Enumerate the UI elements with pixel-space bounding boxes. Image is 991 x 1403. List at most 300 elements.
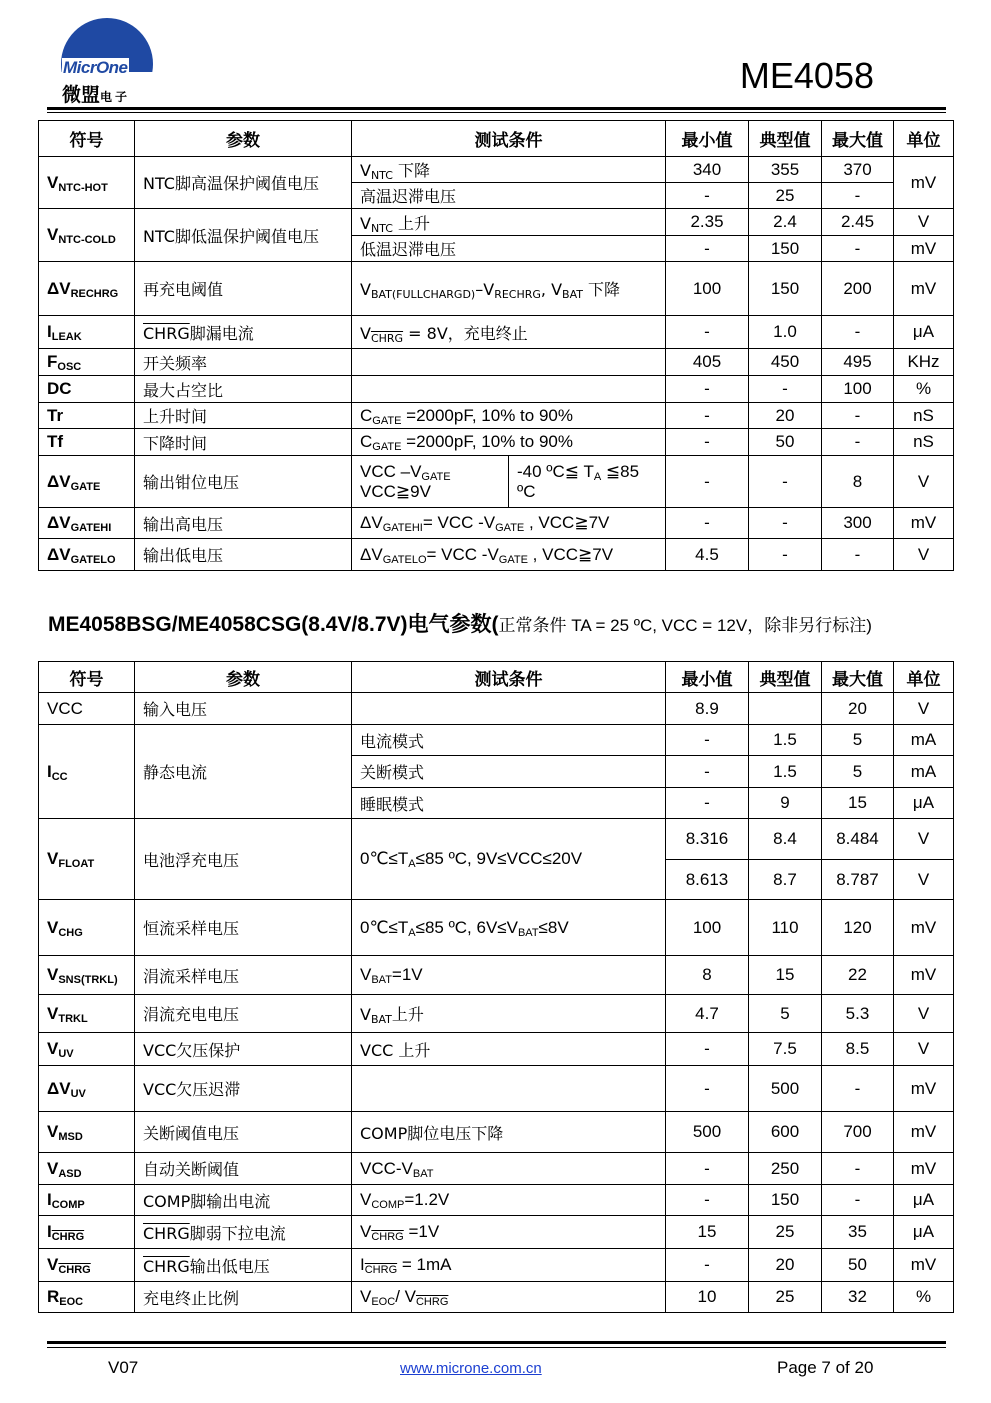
sym-sub: RECHRG — [70, 287, 119, 300]
cond-text: V — [360, 1287, 372, 1306]
unit-cell: mV — [894, 1112, 954, 1153]
cond-cell — [352, 508, 666, 539]
typ-cell: 7.5 — [749, 1033, 822, 1066]
symbol-cell: VCC — [39, 693, 135, 725]
max-cell: 8.787 — [822, 860, 894, 900]
max-cell: 8 — [822, 456, 894, 508]
max-cell: 22 — [822, 956, 894, 995]
max-cell: 700 — [822, 1112, 894, 1153]
typ-cell: 450 — [749, 349, 822, 376]
min-cell: - — [666, 316, 749, 349]
unit-cell: V — [894, 539, 954, 571]
cond-sub: BAT — [412, 1167, 434, 1180]
cond-cell — [352, 376, 666, 403]
min-cell: - — [666, 183, 749, 209]
cond-sub: CHRG — [364, 1264, 398, 1276]
max-cell: - — [822, 403, 894, 429]
table-header-row — [39, 121, 954, 157]
max-cell: 15 — [822, 788, 894, 819]
min-cell: 500 — [666, 1112, 749, 1153]
cond-sub: RECHRG — [494, 288, 541, 301]
sym-sub: FLOAT — [58, 858, 95, 870]
sym: ΔV — [47, 1078, 71, 1098]
typ-cell: - — [749, 376, 822, 403]
typ-cell: - — [749, 456, 822, 508]
cond-sub: A — [593, 470, 602, 483]
param-cell: 输入电压 — [135, 693, 352, 725]
max-cell: 50 — [822, 1249, 894, 1282]
cond-cell — [352, 539, 666, 571]
typ-cell: 5 — [749, 995, 822, 1033]
table-row — [39, 429, 954, 456]
symbol-cell — [39, 819, 135, 900]
max-cell: 120 — [822, 900, 894, 956]
sym: V — [47, 965, 59, 984]
typ-cell: 150 — [749, 262, 822, 316]
col-header-unit: 单位 — [894, 662, 954, 693]
logo-cn-main: 微盟 — [62, 84, 101, 106]
sym: V — [47, 1039, 59, 1058]
min-cell: - — [666, 1066, 749, 1112]
symbol-cell — [39, 316, 135, 349]
col-header-symbol: 符号 — [39, 121, 135, 157]
sym-sub: UV — [70, 1087, 86, 1100]
max-cell: 495 — [822, 349, 894, 376]
sym-sub: TRKL — [58, 1012, 88, 1025]
cond-cell — [352, 1216, 666, 1249]
unit-cell: mV — [894, 236, 954, 262]
param-cell: 开关频率 — [135, 349, 352, 376]
sym-sub: CHRG — [51, 1231, 85, 1243]
table-row — [39, 1112, 954, 1153]
company-logo — [58, 18, 158, 106]
cond-cell — [352, 956, 666, 995]
symbol-cell — [39, 1066, 135, 1112]
min-cell: - — [666, 508, 749, 539]
unit-cell: V — [894, 456, 954, 508]
cond-text: I — [360, 1255, 365, 1274]
sym: I — [47, 1222, 52, 1241]
min-cell: - — [666, 456, 749, 508]
param-cell: 自动关断阈值 — [135, 1153, 352, 1185]
logo-text-en: MicrOne — [63, 58, 128, 77]
cond-cell — [352, 209, 666, 236]
table-row — [39, 157, 954, 183]
table-row — [39, 508, 954, 539]
symbol-cell — [39, 1216, 135, 1249]
table-row — [39, 995, 954, 1033]
typ-cell: 150 — [749, 236, 822, 262]
sym: V — [47, 1158, 59, 1178]
cond-text: = 8V，充电终止 — [403, 323, 528, 343]
header-rule-thin — [47, 112, 946, 113]
unit-cell: μA — [894, 1216, 954, 1249]
typ-cell: 9 — [749, 788, 822, 819]
max-cell: 35 — [822, 1216, 894, 1249]
param-cell: NTC脚高温保护阈值电压 — [135, 157, 352, 209]
table-row — [39, 725, 954, 756]
sym-sub: EOC — [59, 1296, 84, 1308]
param-text: CHRG — [143, 1223, 190, 1243]
sym-sub: MSD — [58, 1131, 83, 1143]
sym-sub: GATELO — [70, 553, 116, 566]
table-row — [39, 456, 954, 508]
table-row — [39, 1066, 954, 1112]
cond-cell — [352, 1066, 666, 1112]
typ-cell: 1.0 — [749, 316, 822, 349]
max-cell: 300 — [822, 508, 894, 539]
cond-sub: BAT(FULLCHARGD) — [370, 288, 476, 301]
cond-text: 上升 — [392, 213, 431, 233]
min-cell: - — [666, 236, 749, 262]
typ-cell: 8.7 — [749, 860, 822, 900]
cond-sub: BAT — [562, 288, 583, 301]
symbol-cell — [39, 956, 135, 995]
cond-sub: A — [408, 858, 416, 870]
unit-cell: nS — [894, 403, 954, 429]
param-cell: 恒流采样电压 — [135, 900, 352, 956]
typ-cell: - — [749, 539, 822, 571]
sym: V — [47, 172, 59, 192]
unit-cell: V — [894, 209, 954, 236]
unit-cell: μA — [894, 1185, 954, 1216]
cond-text: , V — [540, 280, 563, 299]
cond-cell — [352, 1185, 666, 1216]
typ-cell: 1.5 — [749, 756, 822, 788]
table-header-row — [39, 662, 954, 693]
table-row — [39, 1282, 954, 1313]
max-cell: 5 — [822, 756, 894, 788]
typ-cell: 150 — [749, 1185, 822, 1216]
param-cell: 下降时间 — [135, 429, 352, 456]
sym-sub: OSC — [57, 361, 82, 373]
cond-text: =2000pF, 10% to 90% — [401, 405, 573, 425]
col-header-unit: 单位 — [894, 121, 954, 157]
cond-text: =1V — [391, 965, 423, 984]
typ-cell: 20 — [749, 1249, 822, 1282]
symbol-cell — [39, 262, 135, 316]
cond-text: =1V — [403, 1222, 440, 1241]
table-row — [39, 262, 954, 316]
min-cell: 8.613 — [666, 860, 749, 900]
header-rule — [47, 107, 946, 110]
table-row — [39, 376, 954, 403]
param-cell: 涓流充电电压 — [135, 995, 352, 1033]
cond-sub: BAT — [517, 926, 539, 939]
param-cell: 再充电阈值 — [135, 262, 352, 316]
min-cell: - — [666, 376, 749, 403]
param-text: 脚弱下拉电流 — [189, 1223, 286, 1243]
sym: V — [47, 1003, 59, 1023]
sym-sub: GATEHI — [70, 522, 112, 534]
cond-text: , VCC≧7V — [524, 513, 610, 532]
unit-cell: mV — [894, 1066, 954, 1112]
unit-cell: mV — [894, 157, 954, 209]
cond-text: 下降 — [392, 161, 431, 180]
symbol-cell — [39, 1153, 135, 1185]
sym: ΔV — [47, 471, 71, 491]
typ-cell: 25 — [749, 1216, 822, 1249]
param-cell — [135, 316, 352, 349]
cond-text: 0℃≤T — [360, 849, 409, 868]
cond-sub: GATE — [421, 470, 451, 483]
symbol-cell — [39, 1033, 135, 1066]
cond-text: –V — [475, 280, 495, 299]
sym: V — [47, 849, 59, 868]
typ-cell: 15 — [749, 956, 822, 995]
max-cell: 20 — [822, 693, 894, 725]
sym-sub: NTC-HOT — [58, 181, 108, 194]
symbol-cell — [39, 539, 135, 571]
max-cell: 5 — [822, 725, 894, 756]
param-cell: COMP脚输出电流 — [135, 1185, 352, 1216]
unit-cell: mV — [894, 262, 954, 316]
cond-cell: 高温迟滞电压 — [352, 183, 666, 209]
symbol-cell: Tr — [39, 403, 135, 429]
sym-sub: SNS(TRKL) — [58, 974, 118, 986]
min-cell: 340 — [666, 157, 749, 183]
symbol-cell — [39, 1282, 135, 1313]
cond-text: VCC-V — [360, 1158, 413, 1178]
symbol-cell — [39, 1249, 135, 1282]
param-cell: VCC欠压迟滞 — [135, 1066, 352, 1112]
unit-cell: mV — [894, 1153, 954, 1185]
cond-text: -40 ºC≦ T — [517, 461, 594, 481]
min-cell: - — [666, 756, 749, 788]
cond-text: / V — [395, 1287, 416, 1306]
cond-text: 0℃≤T — [360, 917, 409, 937]
unit-cell: mV — [894, 956, 954, 995]
min-cell: 405 — [666, 349, 749, 376]
table-row — [39, 900, 954, 956]
cond-sub: GATEHI — [382, 522, 423, 534]
table-row — [39, 1185, 954, 1216]
param-cell: 上升时间 — [135, 403, 352, 429]
cond-sub: NTC — [370, 221, 393, 235]
unit-cell: μA — [894, 316, 954, 349]
max-cell: - — [822, 429, 894, 456]
cond-text: ºC — [517, 481, 536, 501]
table-row — [39, 693, 954, 725]
symbol-cell — [39, 456, 135, 508]
sym-sub: GATE — [70, 480, 101, 493]
unit-cell: mV — [894, 1249, 954, 1282]
cond-text: , VCC≧7V — [527, 544, 614, 564]
min-cell: - — [666, 788, 749, 819]
cond-cell — [352, 429, 666, 456]
cond-cell — [509, 456, 666, 508]
cond-text: VCC≧9V — [360, 481, 431, 501]
cond-text: ≤85 ºC, 6V≤V — [415, 917, 518, 937]
unit-cell: V — [894, 819, 954, 860]
cond-cell: 睡眠模式 — [352, 788, 666, 819]
sym: ΔV — [47, 278, 71, 298]
cond-cell — [352, 1153, 666, 1185]
typ-cell: 355 — [749, 157, 822, 183]
symbol-cell: DC — [39, 376, 135, 403]
col-header-typ: 典型值 — [749, 121, 822, 157]
footer-rule — [47, 1341, 946, 1344]
max-cell: 370 — [822, 157, 894, 183]
cond-text: ≤8V — [538, 917, 569, 937]
cond-text: VCC –V — [360, 461, 422, 481]
cond-text: 下降 — [582, 280, 621, 299]
sym: I — [47, 1190, 52, 1209]
sym: V — [47, 225, 59, 244]
table-row — [39, 1153, 954, 1185]
sym-sub: ASD — [58, 1167, 82, 1180]
sym-sub: LEAK — [51, 331, 82, 343]
cond-cell — [352, 1249, 666, 1282]
min-cell: - — [666, 725, 749, 756]
col-header-typ: 典型值 — [749, 662, 822, 693]
cond-cell — [352, 349, 666, 376]
cond-cell — [352, 995, 666, 1033]
cond-sub: BAT — [370, 1013, 392, 1026]
cond-sub: A — [408, 926, 416, 939]
unit-cell: V — [894, 693, 954, 725]
typ-cell: 500 — [749, 1066, 822, 1112]
cond-text: ≦85 — [601, 461, 640, 481]
cond-text: = 1mA — [397, 1255, 452, 1274]
min-cell: 15 — [666, 1216, 749, 1249]
cond-cell — [352, 900, 666, 956]
sym-sub: NTC-COLD — [58, 234, 116, 246]
param-cell: 关断阈值电压 — [135, 1112, 352, 1153]
max-cell: - — [822, 236, 894, 262]
cond-cell: COMP脚位电压下降 — [352, 1112, 666, 1153]
param-cell: 输出钳位电压 — [135, 456, 352, 508]
footer-page-number: Page 7 of 20 — [777, 1358, 874, 1377]
symbol-cell — [39, 900, 135, 956]
section-title — [48, 608, 872, 638]
param-cell — [135, 1249, 352, 1282]
cond-sub: COMP — [371, 1199, 405, 1211]
unit-cell: mA — [894, 725, 954, 756]
typ-cell: 20 — [749, 403, 822, 429]
cond-text: V — [360, 213, 371, 233]
min-cell: 8.316 — [666, 819, 749, 860]
footer-version: V07 — [108, 1358, 139, 1377]
max-cell: - — [822, 1153, 894, 1185]
max-cell: 32 — [822, 1282, 894, 1313]
footer-rule-thin — [47, 1347, 946, 1348]
symbol-cell — [39, 725, 135, 819]
cond-cell — [352, 157, 666, 183]
max-cell: - — [822, 183, 894, 209]
cond-text: V — [360, 1190, 372, 1209]
sym: F — [47, 352, 58, 371]
cond-text: =1.2V — [404, 1190, 450, 1209]
unit-cell: μA — [894, 788, 954, 819]
min-cell: 8.9 — [666, 693, 749, 725]
symbol-cell — [39, 508, 135, 539]
sym-sub: COMP — [51, 1199, 85, 1211]
unit-cell: nS — [894, 429, 954, 456]
sym-sub: CC — [51, 770, 68, 783]
table-row — [39, 539, 954, 571]
min-cell: 100 — [666, 900, 749, 956]
unit-cell: V — [894, 1033, 954, 1066]
col-header-param: 参数 — [135, 662, 352, 693]
symbol-cell — [39, 157, 135, 209]
table-row — [39, 403, 954, 429]
min-cell: 4.7 — [666, 995, 749, 1033]
sym-sub: CHRG — [58, 1264, 91, 1276]
table-row — [39, 819, 954, 860]
cond-text: ΔV — [360, 544, 383, 564]
sym: V — [47, 917, 59, 937]
table-row — [39, 1249, 954, 1282]
col-header-condition: 测试条件 — [352, 662, 666, 693]
table-row — [39, 1216, 954, 1249]
typ-cell — [749, 693, 822, 725]
min-cell: - — [666, 429, 749, 456]
param-cell: 最大占空比 — [135, 376, 352, 403]
max-cell: 8.5 — [822, 1033, 894, 1066]
cond-sub: BAT — [371, 974, 392, 986]
unit-cell: % — [894, 1282, 954, 1313]
cond-cell — [352, 693, 666, 725]
cond-cell — [352, 456, 509, 508]
col-header-max: 最大值 — [822, 662, 894, 693]
unit-cell: mV — [894, 508, 954, 539]
cond-sub: GATE — [372, 414, 402, 427]
cond-cell — [352, 1282, 666, 1313]
cond-sub: NTC — [370, 169, 393, 182]
typ-cell: 250 — [749, 1153, 822, 1185]
col-header-condition: 测试条件 — [352, 121, 666, 157]
electrical-params-table-2 — [38, 661, 954, 1313]
min-cell: - — [666, 1153, 749, 1185]
param-cell: 输出高电压 — [135, 508, 352, 539]
cond-cell: 低温迟滞电压 — [352, 236, 666, 262]
sym: ΔV — [47, 513, 71, 532]
typ-cell: 2.4 — [749, 209, 822, 236]
sym: R — [47, 1287, 60, 1306]
param-cell: 静态电流 — [135, 725, 352, 819]
typ-cell: 1.5 — [749, 725, 822, 756]
table-row — [39, 209, 954, 236]
cond-text: V — [360, 323, 371, 343]
min-cell: 100 — [666, 262, 749, 316]
cond-text: V — [360, 965, 372, 984]
cond-cell: 电流模式 — [352, 725, 666, 756]
min-cell: 8 — [666, 956, 749, 995]
max-cell: 2.45 — [822, 209, 894, 236]
logo-text-cn — [62, 80, 130, 107]
typ-cell: - — [749, 508, 822, 539]
cond-cell — [352, 819, 666, 900]
cond-sub: GATE — [495, 522, 525, 534]
cond-text: = VCC -V — [422, 513, 496, 532]
cond-text: ΔV — [360, 513, 383, 532]
max-cell: 200 — [822, 262, 894, 316]
unit-cell: V — [894, 860, 954, 900]
cond-sub: CHRG — [370, 331, 404, 345]
sym: ΔV — [47, 544, 71, 564]
col-header-max: 最大值 — [822, 121, 894, 157]
cond-text: C — [360, 432, 373, 451]
sym: V — [47, 1255, 59, 1274]
symbol-cell — [39, 995, 135, 1033]
unit-cell: % — [894, 376, 954, 403]
min-cell: 4.5 — [666, 539, 749, 571]
footer-website-link[interactable]: www.microne.com.cn — [400, 1360, 542, 1377]
unit-cell: mA — [894, 756, 954, 788]
param-text: CHRG — [143, 1256, 190, 1276]
cond-text: V — [360, 161, 371, 180]
